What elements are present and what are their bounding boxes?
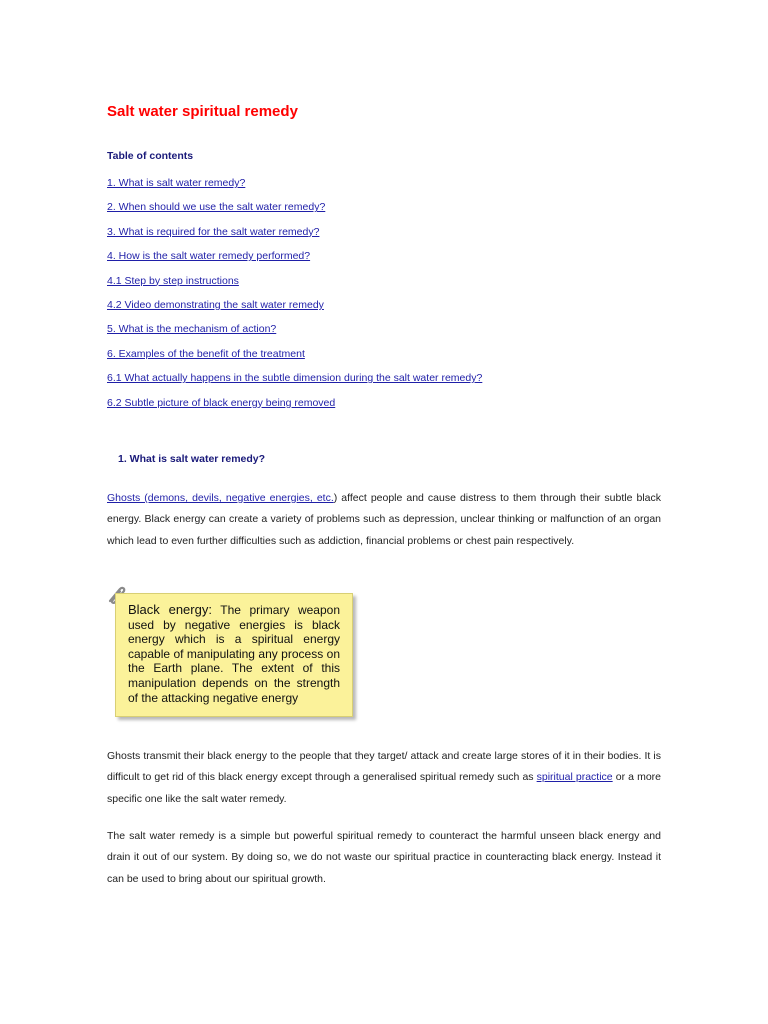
note-term: Black energy: xyxy=(128,602,212,617)
paragraph-intro-text: ) affect people and cause distress to them through their subtle black energy. Black energy can create a variety of problems such as depression, unclear thinking or malfunction of an organ which lead to even further difficulties such as addiction, financial problems or chest pain respectively. xyxy=(107,492,661,547)
toc-link-what-is[interactable]: 1. What is salt water remedy? xyxy=(107,177,246,189)
toc-item-4-1 xyxy=(107,272,482,296)
paragraph-black-energy-tail: or a more specific one like the salt water remedy. xyxy=(107,771,661,805)
section-heading-what-is: 1. What is salt water remedy? xyxy=(118,453,266,465)
toc-link-video[interactable]: 4.2 Video demonstrating the salt water remedy xyxy=(107,298,324,311)
black-energy-note xyxy=(115,593,353,717)
toc-item-6-2 xyxy=(107,394,482,418)
table-of-contents xyxy=(107,174,482,418)
toc-item-4-2 xyxy=(107,296,482,320)
toc-link-step-by-step[interactable]: 4.1 Step by step instructions xyxy=(107,274,239,287)
page-title: Salt water spiritual remedy xyxy=(107,103,298,120)
toc-item-1 xyxy=(107,174,482,198)
toc-link-when-to-use[interactable]: 2. When should we use the salt water remedy? xyxy=(107,201,326,214)
toc-item-6 xyxy=(107,345,482,369)
toc-heading: Table of contents xyxy=(107,150,194,162)
toc-link-how-performed[interactable]: 4. How is the salt water remedy performed? xyxy=(107,250,311,263)
paragraph-black-energy-text: Ghosts transmit their black energy to the people that they target/ attack and create large stores of it in their bodies. It is difficult to get rid of this black energy except through a generalised spiritual remedy such as xyxy=(107,750,661,784)
paragraph-black-energy xyxy=(107,746,661,810)
toc-item-5 xyxy=(107,320,482,344)
toc-item-3 xyxy=(107,223,482,247)
paragraph-remedy: The salt water remedy is a simple but powerful spiritual remedy to counteract the harmful unseen black energy and drain it out of our system. By doing so, we do not waste our spiritual practice in counteracting black energy. Instead it can be used to bring about our spiritual growth. xyxy=(107,830,661,885)
toc-link-examples[interactable]: 6. Examples of the benefit of the treatment xyxy=(107,347,305,360)
toc-item-2 xyxy=(107,198,482,222)
paragraph-intro xyxy=(107,488,661,552)
toc-link-mechanism[interactable]: 5. What is the mechanism of action? xyxy=(107,323,277,336)
toc-link-subtle-dimension[interactable]: 6.1 What actually happens in the subtle dimension during the salt water remedy? xyxy=(107,372,483,385)
note-definition: The primary weapon used by negative energies is black energy which is a spiritual energy capable of manipulating any process on the Earth plane. The extent of this manipulation depends on the strength of the attacking negative energy xyxy=(128,603,341,705)
toc-item-6-1 xyxy=(107,369,482,393)
toc-item-4 xyxy=(107,247,482,271)
ghosts-link[interactable]: Ghosts (demons, devils, negative energies, etc. xyxy=(107,492,334,504)
toc-link-subtle-picture[interactable]: 6.2 Subtle picture of black energy being removed xyxy=(107,396,336,409)
spiritual-practice-link[interactable]: spiritual practice xyxy=(536,771,613,784)
toc-link-what-is-required[interactable]: 3. What is required for the salt water remedy? xyxy=(107,225,320,238)
note-text xyxy=(128,603,340,705)
